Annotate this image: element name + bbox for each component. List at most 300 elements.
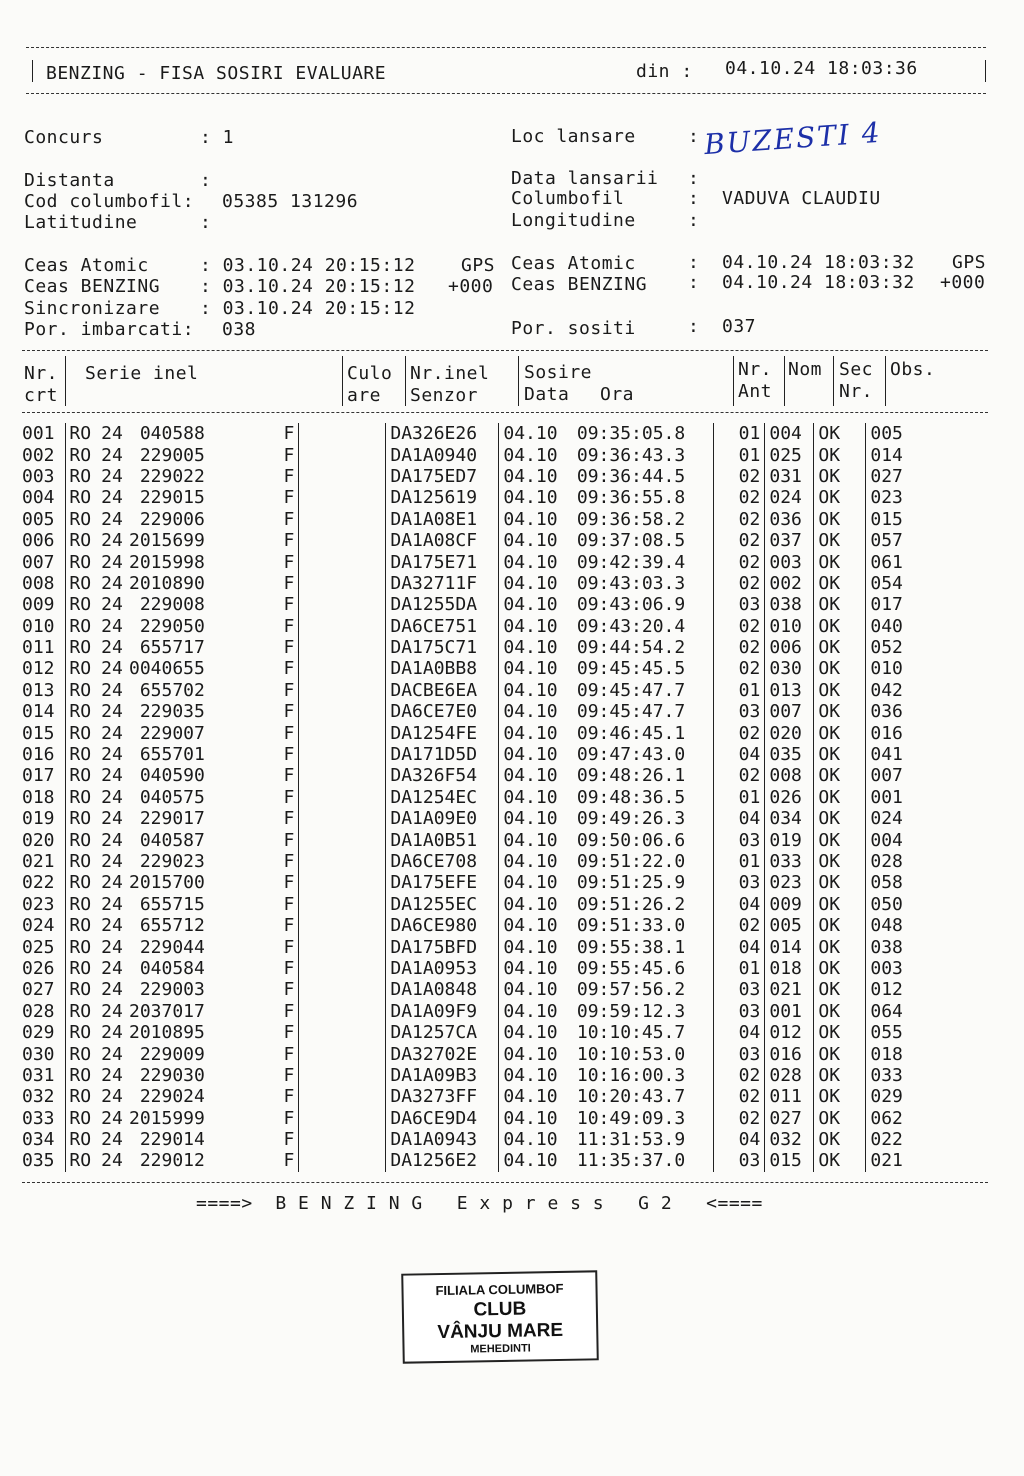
- cell-sec: OK: [814, 551, 866, 572]
- cell-senzor: DA1A09F9: [386, 1001, 499, 1022]
- cell-year: 24: [101, 1150, 123, 1172]
- cell-nr: 032: [22, 1086, 55, 1108]
- cell-ring: 229015: [139, 487, 205, 509]
- cell-obs: 042: [866, 680, 916, 701]
- cell-obs: 033: [866, 1065, 916, 1086]
- cell-year: 24: [101, 637, 123, 659]
- cell-spacer: [323, 808, 386, 829]
- cell-year: 24: [101, 572, 123, 594]
- cell-ant: 01: [714, 851, 765, 872]
- cell-date: 04.10: [499, 936, 573, 957]
- cell-date: 04.10: [499, 722, 573, 743]
- cell-senzor: DA6CE7E0: [386, 701, 499, 722]
- cod-columbofil-label: Cod columbofil:: [24, 191, 195, 212]
- cell-year: 24: [101, 444, 123, 466]
- cell-sec: OK: [814, 765, 866, 786]
- cell-nom: 015: [765, 1150, 814, 1171]
- cell-ant: 02: [714, 466, 765, 487]
- col-header-nom: Nom: [788, 359, 823, 380]
- cell-sex: F: [283, 765, 295, 787]
- cell-sex: F: [283, 465, 295, 487]
- cell-spacer: [323, 551, 386, 572]
- cell-ring: 040588: [139, 423, 205, 445]
- table-row: [22, 509, 916, 530]
- cell-sex: F: [283, 1107, 295, 1129]
- cell-date: 04.10: [499, 530, 573, 551]
- cell-time: 11:31:53.9: [576, 1129, 686, 1151]
- cell-ring: 229044: [139, 936, 205, 958]
- cell-obs: 040: [866, 616, 916, 637]
- concurs-label: Concurs: [24, 127, 104, 148]
- table-row: [22, 680, 916, 701]
- cell-nr: 023: [22, 893, 55, 915]
- cell-year: 24: [101, 1022, 123, 1044]
- col-header-ora: Ora: [600, 384, 635, 405]
- cell-time: 09:49:26.3: [576, 808, 686, 830]
- distanta-value: :: [200, 170, 212, 191]
- cell-obs: 005: [866, 423, 916, 444]
- cell-ant: 02: [714, 509, 765, 530]
- cell-ant: 02: [714, 1086, 765, 1107]
- cell-ant: 04: [714, 1129, 765, 1150]
- cell-senzor: DA171D5D: [386, 744, 499, 765]
- cell-spacer: [323, 423, 386, 444]
- cell-sec: OK: [814, 744, 866, 765]
- cell-senzor: DA125619: [386, 487, 499, 508]
- cell-year: 24: [101, 423, 123, 445]
- col-header-data: Data: [524, 384, 570, 405]
- cell-culoare: [299, 936, 323, 957]
- cell-country: RO: [65, 979, 95, 1000]
- cell-sec: OK: [814, 829, 866, 850]
- table-row: [22, 915, 916, 936]
- cell-nom: 004: [765, 423, 814, 444]
- table-row: [22, 936, 916, 957]
- cell-culoare: [299, 444, 323, 465]
- table-row: [22, 894, 916, 915]
- cell-sec: OK: [814, 1022, 866, 1043]
- cell-nom: 013: [765, 680, 814, 701]
- cell-spacer: [323, 530, 386, 551]
- cell-time: 09:44:54.2: [576, 637, 686, 659]
- cell-sec: OK: [814, 1108, 866, 1129]
- cell-spacer: [323, 1043, 386, 1064]
- loc-lansare-handwritten: BUZESTI 4: [703, 115, 883, 162]
- cell-nom: 037: [765, 530, 814, 551]
- col-header-sosire: Sosire: [524, 362, 593, 383]
- cell-ant: 02: [714, 551, 765, 572]
- cell-sec: OK: [814, 958, 866, 979]
- cell-senzor: DA1A08E1: [386, 509, 499, 530]
- cell-spacer: [323, 680, 386, 701]
- cell-senzor: DA1A09E0: [386, 808, 499, 829]
- cell-nom: 002: [765, 573, 814, 594]
- cell-ring: 229003: [139, 979, 205, 1001]
- cell-sec: OK: [814, 530, 866, 551]
- cell-year: 24: [101, 701, 123, 723]
- cell-nr: 014: [22, 701, 55, 723]
- cell-ring: 2015999: [129, 1107, 205, 1129]
- cell-sec: OK: [814, 1043, 866, 1064]
- cell-sex: F: [283, 808, 295, 830]
- cell-year: 24: [101, 744, 123, 766]
- cell-sec: OK: [814, 936, 866, 957]
- cell-date: 04.10: [499, 680, 573, 701]
- cell-senzor: DA175C71: [386, 637, 499, 658]
- cell-nom: 036: [765, 509, 814, 530]
- cell-year: 24: [101, 957, 123, 979]
- cell-obs: 010: [866, 658, 916, 679]
- cell-time: 10:16:00.3: [576, 1064, 686, 1086]
- cell-ring: 229005: [139, 444, 205, 466]
- cell-date: 04.10: [499, 744, 573, 765]
- cell-year: 24: [101, 1129, 123, 1151]
- cell-ring: 655712: [139, 915, 205, 937]
- cell-year: 24: [101, 765, 123, 787]
- cell-country: RO: [65, 1129, 95, 1150]
- cell-nr: 035: [22, 1150, 55, 1172]
- cell-sex: F: [283, 679, 295, 701]
- imbarcati-label: Por. imbarcati:: [24, 319, 195, 340]
- cell-sex: F: [283, 1129, 295, 1151]
- cell-culoare: [299, 530, 323, 551]
- cell-spacer: [323, 765, 386, 786]
- gps-left: GPS: [461, 255, 496, 276]
- cell-senzor: DACBE6EA: [386, 680, 499, 701]
- cell-culoare: [299, 979, 323, 1000]
- cell-ring: 229035: [139, 701, 205, 723]
- cell-nom: 020: [765, 722, 814, 743]
- header-sep-1: [65, 356, 66, 406]
- cell-ant: 02: [714, 1108, 765, 1129]
- table-row: [22, 979, 916, 1000]
- arrivals-table-body: [22, 423, 916, 1172]
- cell-culoare: [299, 616, 323, 637]
- cell-nr: 018: [22, 786, 55, 808]
- cell-country: RO: [65, 573, 95, 594]
- cell-nr: 013: [22, 679, 55, 701]
- cell-nr: 029: [22, 1022, 55, 1044]
- cell-time: 10:49:09.3: [576, 1107, 686, 1129]
- cell-year: 24: [101, 936, 123, 958]
- cell-spacer: [323, 1001, 386, 1022]
- cell-ant: 02: [714, 915, 765, 936]
- cell-sec: OK: [814, 680, 866, 701]
- cell-ant: 02: [714, 637, 765, 658]
- cell-senzor: DA1255EC: [386, 894, 499, 915]
- cell-sex: F: [283, 423, 295, 445]
- table-row: [22, 594, 916, 615]
- cell-year: 24: [101, 1043, 123, 1065]
- cell-culoare: [299, 765, 323, 786]
- cell-culoare: [299, 722, 323, 743]
- cell-sec: OK: [814, 722, 866, 743]
- cell-nr: 002: [22, 444, 55, 466]
- cell-ant: 02: [714, 573, 765, 594]
- cell-obs: 029: [866, 1086, 916, 1107]
- cell-sec: OK: [814, 466, 866, 487]
- table-top-rule: [22, 350, 988, 351]
- cell-nr: 004: [22, 487, 55, 509]
- sositi-value: : 037: [688, 316, 757, 337]
- table-row: [22, 637, 916, 658]
- cell-time: 09:47:43.0: [576, 744, 686, 766]
- cell-sex: F: [283, 615, 295, 637]
- cell-date: 04.10: [499, 958, 573, 979]
- table-row: [22, 958, 916, 979]
- cell-country: RO: [65, 808, 95, 829]
- cell-ring: 229009: [139, 1043, 205, 1065]
- table-row: [22, 1043, 916, 1064]
- cell-obs: 064: [866, 1001, 916, 1022]
- col-header-nr: Nr.: [24, 363, 59, 384]
- cell-time: 09:48:26.1: [576, 765, 686, 787]
- cell-spacer: [323, 1150, 386, 1171]
- cell-date: 04.10: [499, 637, 573, 658]
- cell-nom: 024: [765, 487, 814, 508]
- report-timestamp: 04.10.24 18:03:36: [725, 58, 918, 79]
- gps-right: GPS: [952, 252, 987, 273]
- cell-senzor: DA1254EC: [386, 787, 499, 808]
- cell-sec: OK: [814, 894, 866, 915]
- cell-year: 24: [101, 808, 123, 830]
- cell-country: RO: [65, 722, 95, 743]
- cell-date: 04.10: [499, 551, 573, 572]
- cell-nom: 001: [765, 1001, 814, 1022]
- cell-ring: 229006: [139, 508, 205, 530]
- cell-nr: 022: [22, 872, 55, 894]
- cell-time: 09:43:03.3: [576, 572, 686, 594]
- cell-senzor: DA1254FE: [386, 722, 499, 743]
- cell-culoare: [299, 787, 323, 808]
- col-header-culo: Culo: [347, 363, 393, 384]
- cell-ring: 229050: [139, 615, 205, 637]
- cell-nom: 030: [765, 658, 814, 679]
- cell-sex: F: [283, 487, 295, 509]
- cell-senzor: DA326E26: [386, 423, 499, 444]
- cell-obs: 021: [866, 1150, 916, 1171]
- cell-ant: 02: [714, 616, 765, 637]
- table-header-rule: [22, 412, 988, 413]
- cell-obs: 003: [866, 958, 916, 979]
- cell-nr: 016: [22, 744, 55, 766]
- cell-ring: 229012: [139, 1150, 205, 1172]
- cell-ring: 040590: [139, 765, 205, 787]
- cell-ring: 229008: [139, 594, 205, 616]
- cell-ring: 2015998: [129, 551, 205, 573]
- stamp-line-1: FILIALA COLUMBOF: [435, 1280, 564, 1299]
- cell-culoare: [299, 594, 323, 615]
- cell-date: 04.10: [499, 851, 573, 872]
- cell-country: RO: [65, 594, 95, 615]
- data-lansarii-value: :: [688, 168, 700, 189]
- cell-date: 04.10: [499, 894, 573, 915]
- cell-country: RO: [65, 487, 95, 508]
- cell-sex: F: [283, 915, 295, 937]
- cell-date: 04.10: [499, 1150, 573, 1171]
- ceas-benzing-left-value: : 03.10.24 20:15:12: [200, 276, 416, 297]
- cell-time: 09:50:06.6: [576, 829, 686, 851]
- cell-sex: F: [283, 444, 295, 466]
- cell-spacer: [323, 594, 386, 615]
- cell-ring: 229007: [139, 722, 205, 744]
- table-row: [22, 551, 916, 572]
- cell-country: RO: [65, 530, 95, 551]
- cell-sec: OK: [814, 1086, 866, 1107]
- cell-culoare: [299, 851, 323, 872]
- cell-ant: 02: [714, 487, 765, 508]
- cell-sec: OK: [814, 487, 866, 508]
- cell-senzor: DA1A08CF: [386, 530, 499, 551]
- cell-senzor: DA326F54: [386, 765, 499, 786]
- header-top-rule: [26, 47, 986, 48]
- cell-nr: 015: [22, 722, 55, 744]
- cell-ant: 01: [714, 444, 765, 465]
- cell-time: 09:35:05.8: [576, 423, 686, 445]
- cell-nom: 026: [765, 787, 814, 808]
- cell-ant: 04: [714, 894, 765, 915]
- cell-date: 04.10: [499, 1086, 573, 1107]
- cell-spacer: [323, 936, 386, 957]
- cell-senzor: DA6CE980: [386, 915, 499, 936]
- cell-ant: 01: [714, 787, 765, 808]
- cell-sex: F: [283, 530, 295, 552]
- table-row: [22, 1150, 916, 1171]
- cell-country: RO: [65, 616, 95, 637]
- cell-spacer: [323, 573, 386, 594]
- header-sep-7: [833, 356, 834, 406]
- cell-senzor: DA1A0BB8: [386, 658, 499, 679]
- cell-ring: 0040655: [129, 658, 205, 680]
- cell-ant: 04: [714, 744, 765, 765]
- cell-culoare: [299, 466, 323, 487]
- cell-culoare: [299, 1086, 323, 1107]
- cell-time: 09:43:20.4: [576, 615, 686, 637]
- cell-country: RO: [65, 637, 95, 658]
- cell-nr: 006: [22, 530, 55, 552]
- cell-nr: 026: [22, 957, 55, 979]
- cell-senzor: DA6CE751: [386, 616, 499, 637]
- cell-country: RO: [65, 1086, 95, 1107]
- cell-sec: OK: [814, 915, 866, 936]
- cell-ant: 02: [714, 765, 765, 786]
- cell-date: 04.10: [499, 658, 573, 679]
- cell-time: 10:10:45.7: [576, 1022, 686, 1044]
- cell-year: 24: [101, 679, 123, 701]
- cell-time: 09:51:26.2: [576, 893, 686, 915]
- cell-culoare: [299, 423, 323, 444]
- cell-time: 09:51:25.9: [576, 872, 686, 894]
- loc-lansare-label: Loc lansare: [511, 126, 636, 147]
- cell-year: 24: [101, 465, 123, 487]
- ceas-atomic-left-value: : 03.10.24 20:15:12: [200, 255, 416, 276]
- cell-time: 09:36:58.2: [576, 508, 686, 530]
- cell-obs: 050: [866, 894, 916, 915]
- cell-sec: OK: [814, 637, 866, 658]
- cell-country: RO: [65, 958, 95, 979]
- cell-senzor: DA1A0940: [386, 444, 499, 465]
- cell-year: 24: [101, 1000, 123, 1022]
- cell-nr: 012: [22, 658, 55, 680]
- ceas-benzing-right-value: : 04.10.24 18:03:32: [688, 272, 915, 293]
- cell-time: 09:42:39.4: [576, 551, 686, 573]
- cell-ring: 229023: [139, 851, 205, 872]
- cell-culoare: [299, 1129, 323, 1150]
- cell-nom: 006: [765, 637, 814, 658]
- cell-date: 04.10: [499, 594, 573, 615]
- table-row: [22, 466, 916, 487]
- cell-date: 04.10: [499, 1022, 573, 1043]
- header-sep-2: [342, 356, 343, 406]
- cell-year: 24: [101, 872, 123, 894]
- cell-ant: 04: [714, 936, 765, 957]
- table-row: [22, 423, 916, 444]
- cell-country: RO: [65, 680, 95, 701]
- col-header-crt: crt: [24, 385, 59, 406]
- cell-ring: 2037017: [129, 1000, 205, 1022]
- latitudine-label: Latitudine: [24, 212, 138, 233]
- cell-ring: 2015700: [129, 872, 205, 894]
- cell-time: 09:37:08.5: [576, 530, 686, 552]
- cell-ant: 03: [714, 1001, 765, 1022]
- cell-country: RO: [65, 509, 95, 530]
- columbofil-label: Columbofil: [511, 188, 625, 209]
- header-right-edge: [985, 60, 986, 82]
- table-row: [22, 787, 916, 808]
- cell-nom: 014: [765, 936, 814, 957]
- cell-nr: 005: [22, 508, 55, 530]
- header-bottom-rule: [26, 93, 986, 94]
- cell-sex: F: [283, 1000, 295, 1022]
- cell-ant: 03: [714, 829, 765, 850]
- cell-nr: 017: [22, 765, 55, 787]
- cell-senzor: DA1255DA: [386, 594, 499, 615]
- cell-country: RO: [65, 1108, 95, 1129]
- cell-senzor: DA1257CA: [386, 1022, 499, 1043]
- table-bottom-rule: [22, 1182, 988, 1183]
- longitudine-label: Longitudine: [511, 210, 636, 231]
- cell-ant: 01: [714, 958, 765, 979]
- cell-sex: F: [283, 872, 295, 894]
- cell-obs: 061: [866, 551, 916, 572]
- header-sep-5: [733, 356, 734, 406]
- ceas-atomic-right-label: Ceas Atomic: [511, 253, 636, 274]
- cell-nom: 010: [765, 616, 814, 637]
- header-left-edge: [32, 60, 33, 82]
- table-row: [22, 530, 916, 551]
- stamp-line-3: VÂNJU MARE: [437, 1319, 564, 1344]
- cell-sec: OK: [814, 444, 866, 465]
- cell-date: 04.10: [499, 915, 573, 936]
- cell-spacer: [323, 915, 386, 936]
- cell-nom: 023: [765, 872, 814, 893]
- cell-date: 04.10: [499, 444, 573, 465]
- cell-year: 24: [101, 1086, 123, 1108]
- cell-date: 04.10: [499, 423, 573, 444]
- cell-sec: OK: [814, 1001, 866, 1022]
- cell-senzor: DA175EFE: [386, 872, 499, 893]
- cell-senzor: DA1256E2: [386, 1150, 499, 1171]
- cell-culoare: [299, 915, 323, 936]
- cell-ant: 02: [714, 1065, 765, 1086]
- cell-time: 09:59:12.3: [576, 1000, 686, 1022]
- cell-sex: F: [283, 1043, 295, 1065]
- cell-culoare: [299, 1022, 323, 1043]
- cell-sex: F: [283, 701, 295, 723]
- cell-obs: 028: [866, 851, 916, 872]
- cell-culoare: [299, 1065, 323, 1086]
- cell-nom: 009: [765, 894, 814, 915]
